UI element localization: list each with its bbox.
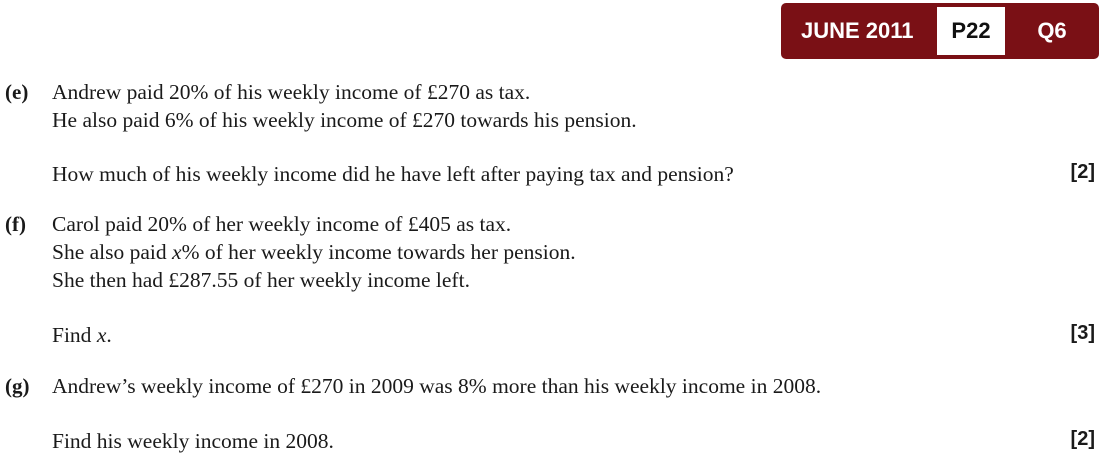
part-e-label: (e) — [5, 80, 29, 104]
part-f-line-2 — [52, 240, 576, 265]
part-f-label: (f) — [5, 212, 26, 236]
part-f-line-1: Carol paid 20% of her weekly income of £405 as tax. — [52, 212, 512, 236]
part-e-line-2: He also paid 6% of his weekly income of £270 towards his pension. — [52, 108, 637, 132]
question-number-label: Q6 — [1037, 18, 1067, 43]
part-f-line-2-post: % of her weekly income towards her pension. — [181, 240, 576, 264]
part-e-marks: [2] — [1070, 161, 1095, 183]
part-g-label: (g) — [5, 374, 30, 398]
part-f-question-pre: Find — [52, 323, 97, 347]
part-g-line-1: Andrew’s weekly income of £270 in 2009 was 8% more than his weekly income in 2008. — [52, 374, 822, 398]
exam-session-label: JUNE 2011 — [801, 18, 914, 43]
part-f-marks: [3] — [1070, 322, 1095, 344]
part-f-question-post: . — [106, 323, 112, 347]
part-f-question — [52, 323, 112, 348]
part-g-marks: [2] — [1070, 428, 1095, 450]
exam-reference-badge — [781, 3, 1099, 59]
part-f-line-3: She then had £287.55 of her weekly income left. — [52, 268, 470, 292]
paper-number-label: P22 — [937, 7, 1005, 55]
variable-x: x — [172, 240, 182, 264]
part-f-line-2-pre: She also paid — [52, 240, 173, 264]
variable-x: x — [96, 323, 107, 347]
part-e-line-1: Andrew paid 20% of his weekly income of £270 as tax. — [52, 80, 531, 104]
part-g-question: Find his weekly income in 2008. — [52, 429, 334, 453]
part-e-question: How much of his weekly income did he have left after paying tax and pension? — [52, 162, 734, 186]
